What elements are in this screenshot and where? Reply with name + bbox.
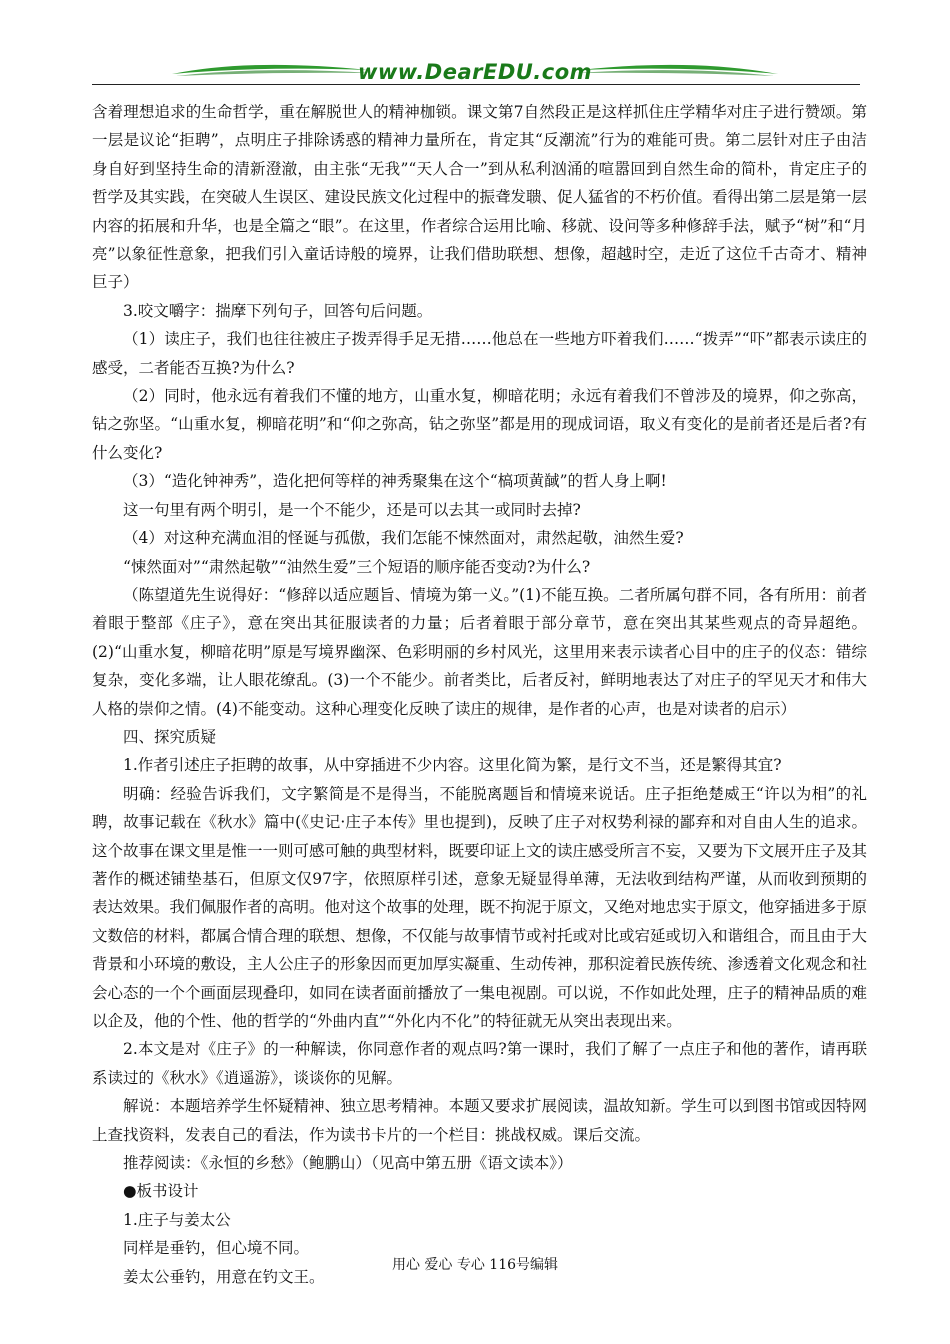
paragraph: 解说：本题培养学生怀疑精神、独立思考精神。本题又要求扩展阅读，温故知新。学生可以到图书馆或因特网上查找资料，发表自己的看法，作为读书卡片的一个栏目：挑战权威。课后交流。 <box>92 1097 868 1144</box>
header-divider <box>92 84 860 85</box>
paragraph: （4）对这种充满血泪的怪诞与孤傲，我们怎能不悚然面对，肃然起敬，油然生爱? <box>123 529 684 548</box>
paragraph: 1.作者引述庄子拒聘的故事，从中穿插进不少内容。这里化简为繁，是行文不当，还是繁得其宜? <box>123 756 782 775</box>
paragraph: 2.本文是对《庄子》的一种解读，你同意作者的观点吗?第一课时，我们了解了一点庄子和他的著作，请再联系读过的《秋水》《逍遥游》，谈谈你的见解。 <box>92 1040 867 1087</box>
paragraph: （陈望道先生说得好：“修辞以适应题旨、情境为第一义。”(1)不能互换。二者所属句群不同，各有所用：前者着眼于整部《庄子》，意在突出其征服读者的力量；后者着眼于部分章节，意在突出其某些观点的奇异超绝。(2)“山重水复，柳暗花明”原是写境界幽深、色彩明丽的乡村风光，这里用来表示读者心目中的庄子的仪态：错综复杂，变化多端，让人眼花缭乱。(3)一个不能少。前者类比，后者反衬，鲜明地表达了对庄子的罕见天才和伟大人格的崇仰之情。(4)不能变动。这种心理变化反映了读庄的规律，是作者的心声，也是对读者的启示） <box>92 585 867 718</box>
site-logo[interactable]: www.DearEDU.com <box>357 60 593 84</box>
logo-swoosh-graphic <box>0 0 950 100</box>
paragraph: 同样是垂钓，但心境不同。 <box>123 1239 310 1258</box>
paragraph: 明确：经验告诉我们，文字繁简是不是得当，不能脱离题旨和情境来说话。庄子拒绝楚威王“许以为相”的礼聘，故事记载在《秋水》篇中(《史记·庄子本传》里也提到)，反映了庄子对权势利禄的鄙弃和对自由人生的追求。这个故事在课文里是惟一一则可感可触的典型材料，既要印证上文的读庄感受所言不妄，又要为下文展开庄子及其著作的概述铺垫基石，但原文仅97字，依照原样引述，意象无疑显得单薄，无法收到结构严谨，从而收到预期的表达效果。我们佩服作者的高明。他对这个故事的处理，既不拘泥于原文，又绝对地忠实于原文，他穿插进多于原文数倍的材料，都属合情合理的联想、想像，不仅能与故事情节或衬托或对比或宕延或切入和谐组合，而且由于大背景和小环境的敷设，主人公庄子的形象因而更加厚实凝重、生动传神，那积淀着民族传统、渗透着文化观念和社会心态的一个个画面层现叠印，如同在读者面前播放了一集电视剧。可以说，不作如此处理，庄子的精神品质的难以企及，他的个性、他的哲学的“外曲内直”“外化内不化”的特征就无从突出表现出来。 <box>92 784 868 1030</box>
paragraph: 姜太公垂钓，用意在钓文王。 <box>123 1267 325 1286</box>
paragraph: （3）“造化钟神秀”，造化把何等样的神秀聚集在这个“槁项黄馘”的哲人身上啊! <box>123 472 667 491</box>
paragraph: （2）同时，他永远有着我们不懂的地方，山重水复，柳暗花明；永远有着我们不曾涉及的境界，仰之弥高，钻之弥坚。“山重水复，柳暗花明”和“仰之弥高，钻之弥坚”都是用的现成词语，取义有变化的是前者还是后者?有什么变化? <box>92 387 867 462</box>
paragraph: 3.咬文嚼字：揣摩下列句子，回答句后问题。 <box>123 301 433 320</box>
paragraph: 1.庄子与姜太公 <box>123 1210 231 1229</box>
paragraph: “悚然面对”“肃然起敬”“油然生爱”三个短语的顺序能否变动?为什么? <box>123 557 591 576</box>
paragraph: （1）读庄子，我们也往往被庄子拨弄得手足无措……他总在一些地方吓着我们……“拨弄”“吓”都表示读庄的感受，二者能否互换?为什么? <box>92 330 867 377</box>
document-body <box>92 98 867 1291</box>
paragraph: 这一句里有两个明引，是一个不能少，还是可以去其一或同时去掉? <box>123 500 581 519</box>
page-footer: 用心 爱心 专心 116号编辑 <box>391 1257 559 1273</box>
paragraph: 四、探究质疑 <box>123 727 217 746</box>
paragraph: 推荐阅读：《永恒的乡愁》（鲍鹏山）（见高中第五册《语文读本》） <box>123 1154 573 1173</box>
page-header <box>0 0 950 100</box>
paragraph: 含着理想追求的生命哲学，重在解脱世人的精神枷锁。课文第7自然段正是这样抓住庄学精华对庄子进行赞颂。第一层是议论“拒聘”，点明庄子排除诱惑的精神力量所在，肯定其“反潮流”行为的难能可贵。第二层针对庄子由洁身自好到坚持生命的清新澄澈，由主张“无我”“天人合一”到从私利汹涌的喧嚣回到自然生命的简朴，肯定庄子的哲学及其实践，在突破人生误区、建设民族文化过程中的振聋发聩、促人猛省的不朽价值。看得出第二层是第一层内容的拓展和升华，也是全篇之“眼”。在这里，作者综合运用比喻、移就、设问等多种修辞手法，赋予“树”和“月亮”以象征性意象，把我们引入童话诗般的境界，让我们借助联想、想像，超越时空，走近了这位千古奇才、精神巨子） <box>92 103 868 292</box>
paragraph: ●板书设计 <box>123 1182 199 1201</box>
